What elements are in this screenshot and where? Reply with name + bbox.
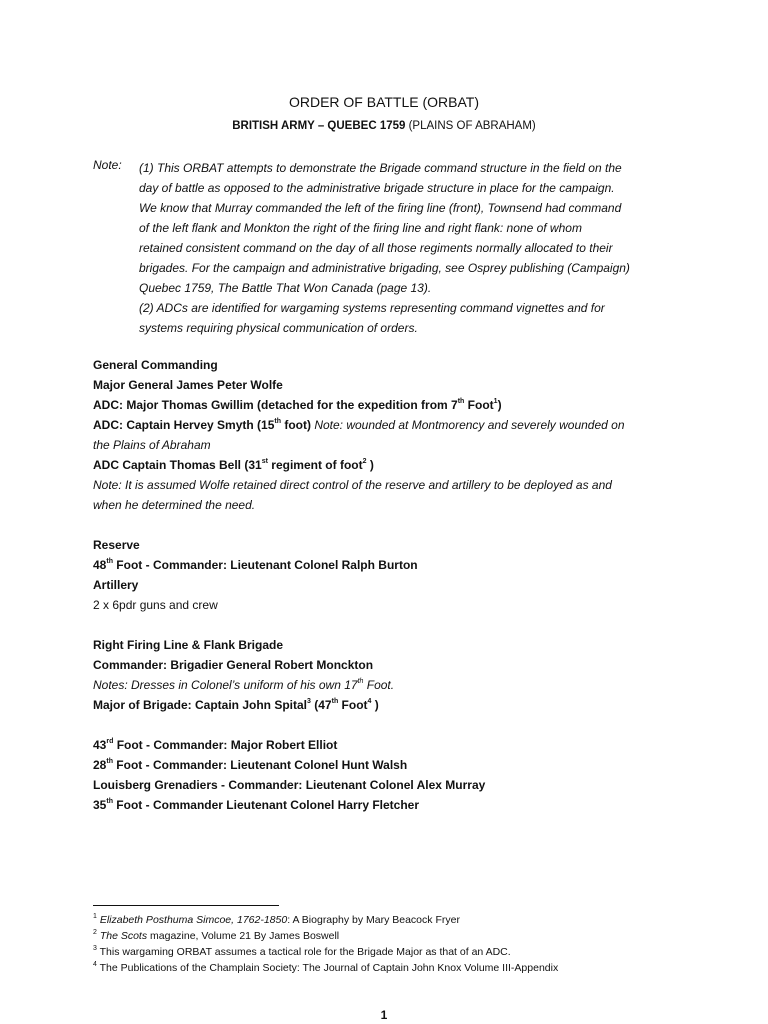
note-line: retained consistent command on the day of all those regiments normally allocated to their	[139, 241, 613, 255]
general-name: Major General James Peter Wolfe	[93, 378, 283, 392]
text: Foot	[464, 398, 494, 412]
text: Foot - Commander: Lieutenant Colonel Ralph Burton	[112, 558, 418, 572]
reserve-unit	[93, 558, 418, 572]
text: (47	[310, 698, 332, 712]
text: Major of Brigade: Captain John Spital	[93, 698, 308, 712]
note-line: Quebec 1759, The Battle That Won Canada (page 13).	[139, 281, 432, 295]
subtitle-rest: (PLAINS OF ABRAHAM)	[405, 120, 536, 132]
unit-43rd	[93, 738, 337, 752]
text: 35	[93, 798, 107, 812]
text: Foot - Commander: Major Robert Elliot	[113, 738, 338, 752]
general-note: when he determined the need.	[93, 498, 256, 512]
right-commander: Commander: Brigadier General Robert Monckton	[93, 658, 374, 672]
footnote-rule	[93, 905, 279, 906]
text: 43	[93, 738, 107, 752]
general-heading: General Commanding	[93, 358, 218, 372]
right-notes	[93, 678, 394, 692]
text: 28	[93, 758, 107, 772]
text: ADC: Captain Hervey Smyth (15	[93, 418, 275, 432]
text: magazine, Volume 21 By James Boswell	[147, 930, 340, 942]
note-line: systems requiring physical communication of orders.	[139, 321, 418, 335]
text: )	[497, 398, 502, 412]
text: Notes: Dresses in Colonel’s uniform of his own 17	[93, 678, 358, 692]
unit-35th	[93, 798, 419, 812]
text: )	[366, 458, 374, 472]
text: Foot - Commander Lieutenant Colonel Harry Fletcher	[112, 798, 420, 812]
page-subtitle	[0, 120, 768, 132]
text: foot)	[281, 418, 311, 432]
sup: th	[357, 678, 364, 685]
footnote-3	[93, 946, 511, 958]
text: Foot	[338, 698, 368, 712]
footnote-ref: 1	[493, 398, 498, 405]
sup: th	[106, 558, 113, 565]
sup: st	[261, 458, 268, 465]
text: Elizabeth Posthuma Simcoe, 1762-1850	[96, 914, 288, 926]
page-title: ORDER OF BATTLE (ORBAT)	[288, 94, 480, 110]
footnote-num: 2	[93, 928, 97, 936]
footnote-4	[93, 962, 558, 974]
unit-28th	[93, 758, 407, 772]
text: The Publications of the Champlain Society: The Journal of Captain John Knox Volume III-Appendix	[96, 962, 559, 974]
note-line: We know that Murray commanded the left of the firing line (front), Townsend had command	[139, 201, 622, 215]
text: ADC: Major Thomas Gwillim (detached for the expedition from 7	[93, 398, 458, 412]
sup: th	[331, 698, 339, 705]
note-line: brigades. For the campaign and administrative brigading, see Osprey publishing (Campaign)	[139, 261, 630, 275]
sup: th	[274, 418, 281, 425]
note-label: Note:	[93, 158, 122, 172]
text: Foot.	[363, 678, 395, 692]
artillery-heading: Artillery	[93, 578, 139, 592]
text: This wargaming ORBAT assumes a tactical role for the Brigade Major as that of an ADC.	[96, 946, 511, 958]
text: regiment of foot	[267, 458, 363, 472]
brigade-major	[93, 698, 379, 712]
footnote-2	[93, 930, 339, 942]
adc-smyth	[93, 418, 625, 432]
text: The Scots	[96, 930, 148, 942]
note-line: (1) This ORBAT attempts to demonstrate the Brigade command structure in the field on the	[139, 161, 622, 175]
footnote-num: 4	[93, 960, 97, 968]
adc-bell	[93, 458, 374, 472]
footnote-num: 3	[93, 944, 97, 952]
footnote-ref: 2	[362, 458, 367, 465]
note-line: (2) ADCs are identified for wargaming systems representing command vignettes and for	[139, 301, 605, 315]
note-line: day of battle as opposed to the administrative brigade structure in place for the campaign.	[139, 181, 615, 195]
general-note: Note: It is assumed Wolfe retained direct control of the reserve and artillery to be deployed as and	[93, 478, 612, 492]
reserve-heading: Reserve	[93, 538, 140, 552]
footnote-1	[93, 914, 460, 926]
text: : A Biography by Mary Beacock Fryer	[287, 914, 460, 926]
adc-gwillim	[93, 398, 502, 412]
right-brigade-heading: Right Firing Line & Flank Brigade	[93, 638, 284, 652]
text: 48	[93, 558, 107, 572]
artillery-text: 2 x 6pdr guns and crew	[93, 598, 218, 612]
sup: rd	[106, 738, 114, 745]
note-text: Note: wounded at Montmorency and severely wounded on	[310, 418, 625, 432]
adc-smyth-note: the Plains of Abraham	[93, 438, 211, 452]
note-line: of the left flank and Monkton the right of the firing line and right flank: none of whom	[139, 221, 582, 235]
unit-louisberg: Louisberg Grenadiers - Commander: Lieutenant Colonel Alex Murray	[93, 778, 486, 792]
footnote-ref: 4	[367, 698, 372, 705]
text: )	[371, 698, 379, 712]
text: ADC Captain Thomas Bell (31	[93, 458, 262, 472]
footnote-ref: 3	[307, 698, 311, 705]
sup: th	[106, 758, 113, 765]
page-number: 1	[380, 1008, 388, 1022]
footnote-num: 1	[93, 912, 97, 920]
sup: th	[106, 798, 113, 805]
subtitle-bold: BRITISH ARMY – QUEBEC 1759	[232, 120, 406, 132]
text: Foot - Commander: Lieutenant Colonel Hunt Walsh	[112, 758, 408, 772]
sup: th	[457, 398, 465, 405]
